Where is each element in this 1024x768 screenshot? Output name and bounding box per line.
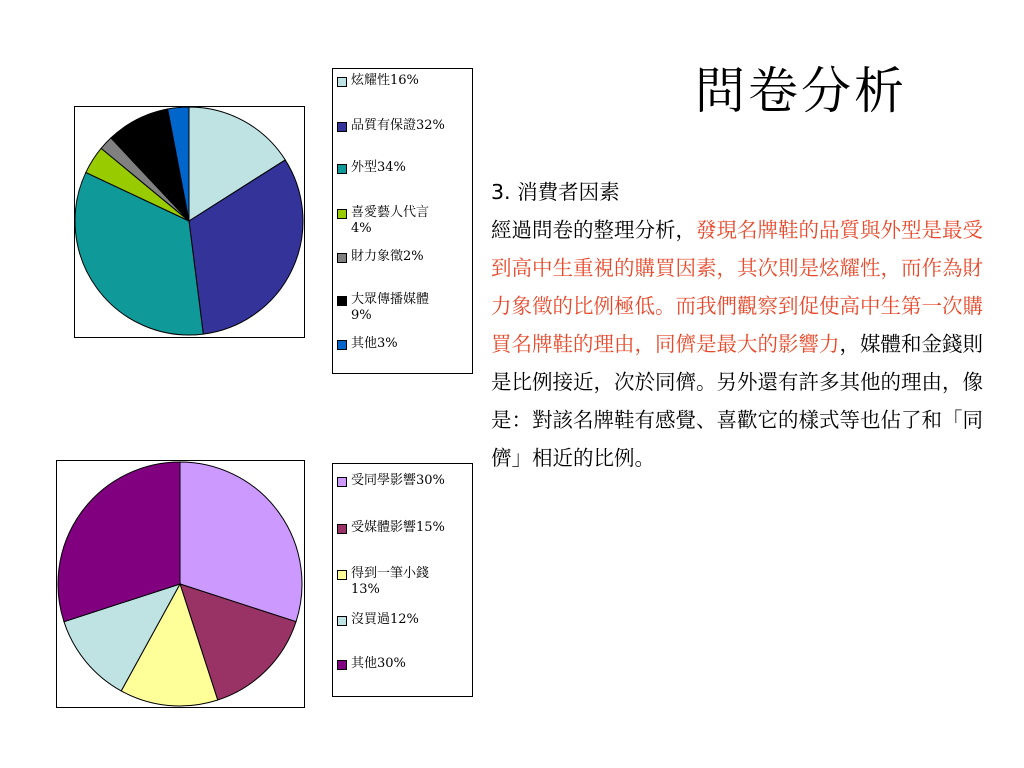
- legend-label: 大眾傳播媒體 9%: [351, 292, 430, 323]
- legend-swatch: [337, 660, 347, 670]
- legend-swatch: [337, 164, 347, 174]
- legend-swatch: [337, 209, 347, 219]
- legend-swatch: [337, 477, 347, 487]
- legend-swatch: [337, 616, 347, 626]
- legend-item: [337, 73, 469, 89]
- pie-chart-2-svg: [57, 461, 304, 707]
- legend-purchase-factors: [332, 68, 473, 374]
- legend-label: 品質有保證32%: [351, 118, 445, 133]
- legend-label: 受媒體影響15%: [351, 520, 445, 535]
- paragraph-part-3: ，媒體和金錢則是比例接近，次於同儕。另外還有許多其他的理由，像是：對該名牌鞋有感覺、喜歡它的樣式等也佔了和「同儕」相近的比例。: [491, 332, 983, 470]
- legend-item: [337, 336, 469, 352]
- legend-item: [337, 612, 469, 628]
- legend-item: [337, 118, 469, 134]
- legend-label: 其他3%: [351, 336, 398, 351]
- legend-item: [337, 249, 469, 265]
- legend-item: [337, 160, 469, 176]
- page-title: 問卷分析: [695, 62, 907, 120]
- legend-item: [337, 205, 469, 237]
- legend-item: [337, 473, 469, 489]
- paragraph-highlight: 發現名牌鞋的品質與外型是最受到高中生重視的購買因素，其次則是炫耀性，而作為財力象徵的比例極低。而我們觀察到促使高中生第一次購買名牌鞋的理由，同儕是最大的影響力: [491, 218, 983, 356]
- legend-label: 財力象徵2%: [351, 249, 424, 264]
- legend-item: [337, 566, 469, 598]
- analysis-text: [491, 173, 991, 477]
- pie-chart-1-svg: [75, 107, 304, 337]
- legend-label: 炫耀性16%: [351, 73, 419, 88]
- section-number: 3.: [491, 180, 511, 204]
- pie-chart-purchase-factors: [74, 106, 305, 338]
- legend-item: [337, 292, 469, 324]
- pie-chart-first-purchase-reasons: [56, 460, 305, 708]
- legend-swatch: [337, 122, 347, 132]
- legend-first-purchase-reasons: [332, 463, 473, 697]
- legend-label: 得到一筆小錢 13%: [351, 566, 430, 597]
- legend-item: [337, 520, 469, 536]
- legend-swatch: [337, 570, 347, 580]
- legend-item: [337, 656, 469, 672]
- legend-swatch: [337, 77, 347, 87]
- legend-label: 受同學影響30%: [351, 473, 445, 488]
- section-heading: [491, 173, 991, 211]
- legend-swatch: [337, 340, 347, 350]
- legend-label: 外型34%: [351, 160, 406, 175]
- legend-label: 喜愛藝人代言 4%: [351, 205, 430, 236]
- legend-label: 沒買過12%: [351, 612, 419, 627]
- paragraph-part-1: 經過問卷的整理分析，: [491, 218, 696, 242]
- legend-label: 其他30%: [351, 656, 406, 671]
- legend-swatch: [337, 253, 347, 263]
- legend-swatch: [337, 296, 347, 306]
- section-heading-text: 消費者因素: [517, 180, 620, 204]
- legend-swatch: [337, 524, 347, 534]
